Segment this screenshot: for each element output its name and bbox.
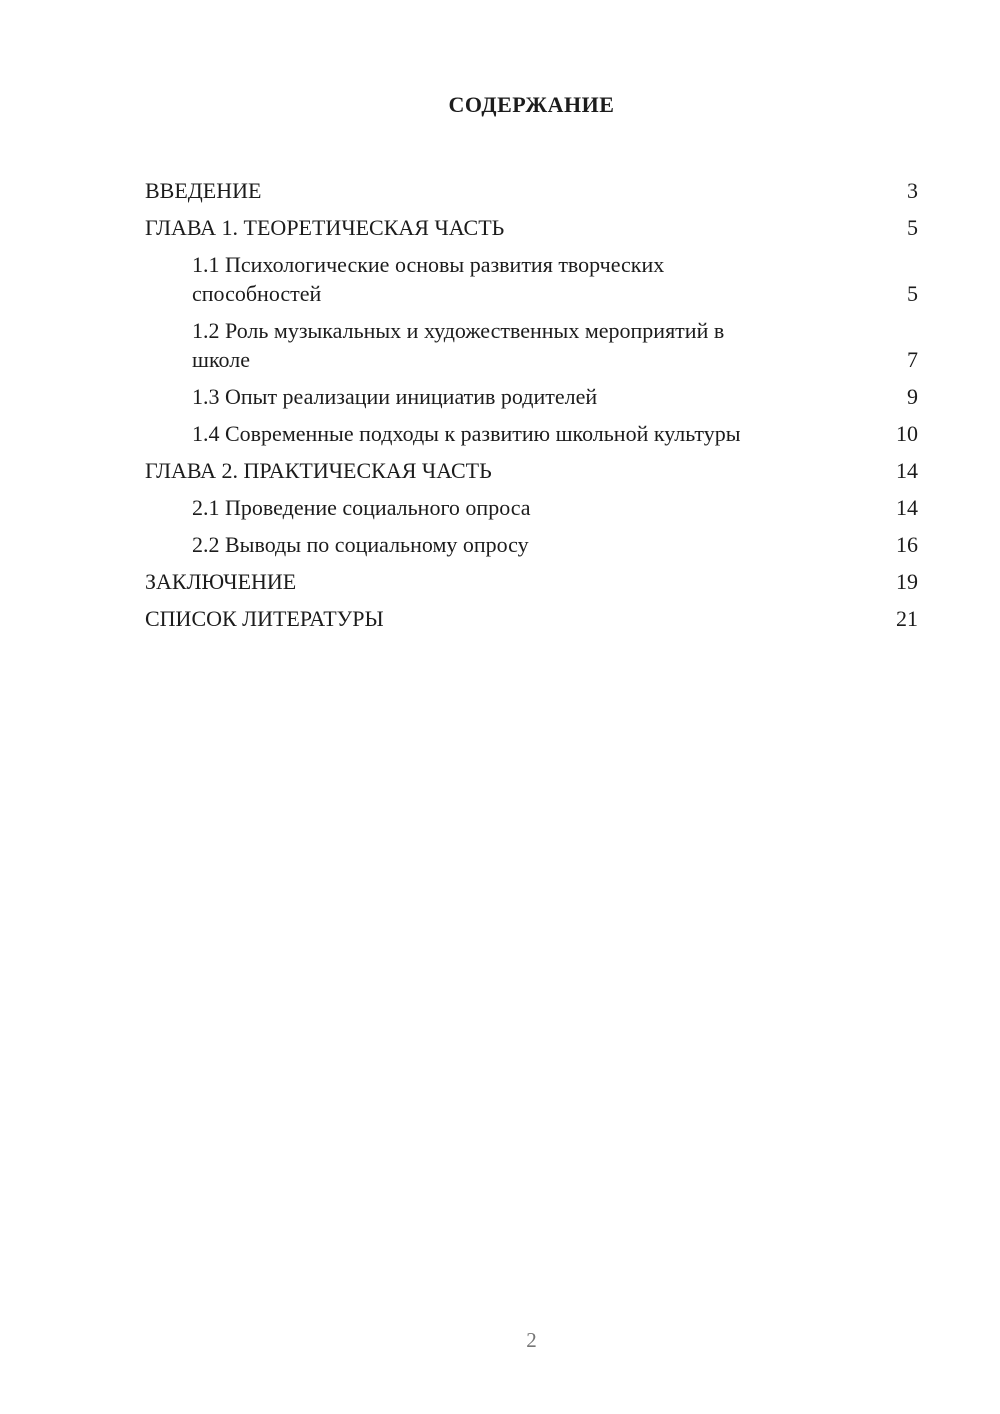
toc-page-number: 14 <box>896 495 918 520</box>
toc-entry-title <box>145 567 296 596</box>
toc-entry <box>145 419 918 448</box>
toc-entry-title <box>145 419 741 448</box>
toc-entry-title <box>145 176 261 205</box>
toc-entry-title <box>145 316 724 374</box>
toc-entry-line: ГЛАВА 2. ПРАКТИЧЕСКАЯ ЧАСТЬ <box>145 458 492 483</box>
toc-entry <box>145 456 918 485</box>
toc-entry-line: ВВЕДЕНИЕ <box>145 178 262 203</box>
toc-entry <box>145 493 918 522</box>
toc-entry-line: СПИСОК ЛИТЕРАТУРЫ <box>145 606 384 631</box>
toc-entry-line: ГЛАВА 1. ТЕОРЕТИЧЕСКАЯ ЧАСТЬ <box>145 215 505 240</box>
toc-entry <box>145 530 918 559</box>
toc-entry <box>145 176 918 205</box>
toc-page-number: 19 <box>896 569 918 594</box>
table-of-contents <box>145 176 918 633</box>
toc-entry-title <box>145 456 492 485</box>
toc-entry-line: школе <box>192 347 250 372</box>
toc-entry-line: способностей <box>192 281 322 306</box>
toc-entry-line: 1.3 Опыт реализации инициатив родителей <box>192 384 598 409</box>
toc-page-number: 5 <box>907 281 918 306</box>
toc-entry-line: 1.1 Психологические основы развития творческих <box>192 252 665 277</box>
toc-entry-title <box>145 213 504 242</box>
toc-entry-title <box>145 382 597 411</box>
toc-page-number: 3 <box>907 178 918 203</box>
toc-entry <box>145 567 918 596</box>
toc-entry-line: 2.2 Выводы по социальному опросу <box>192 532 529 557</box>
toc-entry <box>145 316 918 374</box>
toc-page-number: 16 <box>896 532 918 557</box>
toc-entry-title <box>145 250 664 308</box>
toc-entry-title <box>145 530 529 559</box>
toc-entry <box>145 213 918 242</box>
toc-entry <box>145 604 918 633</box>
toc-page-number: 10 <box>896 421 918 446</box>
toc-entry-line: 2.1 Проведение социального опроса <box>192 495 531 520</box>
page-title: СОДЕРЖАНИЕ <box>448 92 615 117</box>
footer-page-number: 2 <box>526 1328 537 1352</box>
toc-entry-line: ЗАКЛЮЧЕНИЕ <box>145 569 297 594</box>
toc-page-number: 7 <box>907 347 918 372</box>
toc-page-number: 9 <box>907 384 918 409</box>
toc-entry-line: 1.4 Современные подходы к развитию школьной культуры <box>192 421 741 446</box>
toc-page-number: 5 <box>907 215 918 240</box>
toc-entry <box>145 382 918 411</box>
toc-entry-title <box>145 604 384 633</box>
toc-entry <box>145 250 918 308</box>
toc-entry-line: 1.2 Роль музыкальных и художественных мероприятий в <box>192 318 725 343</box>
toc-entry-title <box>145 493 531 522</box>
toc-page-number: 14 <box>896 458 918 483</box>
toc-page-number: 21 <box>896 606 918 631</box>
